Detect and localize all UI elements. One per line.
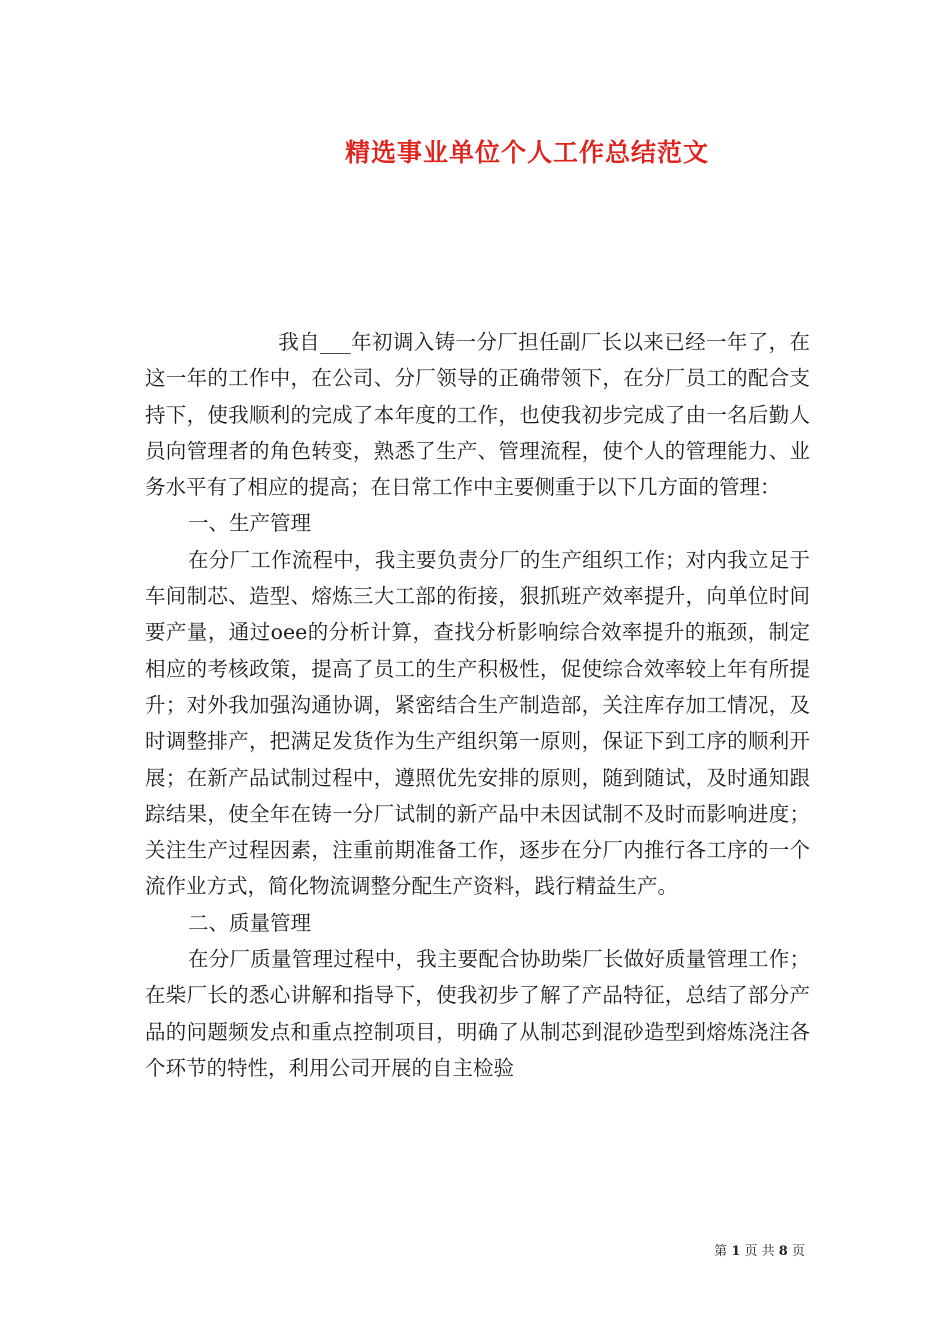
production-paragraph: 在分厂工作流程中，我主要负责分厂的生产组织工作；对内我立足于车间制芯、造型、熔炼三大工部的衔接，狠抓班产效率提升，向单位时间要产量，通过oee的分析计算，查找分析影响综合效率提升的瓶颈，制定相应的考核政策，提高了员工的生产积极性，促使综合效率较上年有所提升；对外我加强沟通协调，紧密结合生产制造部，关注库存加工情况，及时调整排产，把满足发货作为生产组织第一原则，保证下到工序的顺利开展；在新产品试制过程中，遵照优先安排的原则，随到随试，及时通知跟踪结果，使全年在铸一分厂试制的新产品中未因试制不及时而影响进度；关注生产过程因素，注重前期准备工作，逐步在分厂内推行各工序的一个流作业方式，简化物流调整分配生产资料，践行精益生产。	[145, 547, 810, 899]
footer-suffix: 页	[791, 1244, 805, 1259]
footer-middle: 页 共	[744, 1244, 775, 1259]
quality-paragraph: 在分厂质量管理过程中，我主要配合协助柴厂长做好质量管理工作；在柴厂长的悉心讲解和指导下，使我初步了解了产品特征，总结了部分产品的问题频发点和重点控制项目，明确了从制芯到混砂造型到熔炼浇注各个环节的特性，利用公司开展的自主检验	[145, 947, 810, 1080]
footer-current-page: 1	[731, 1244, 741, 1259]
section-heading-production: 一、生产管理	[188, 511, 312, 536]
footer-prefix: 第	[714, 1244, 728, 1259]
document-body	[145, 324, 810, 1086]
footer-total-pages: 8	[778, 1244, 788, 1259]
page-number-footer	[714, 1240, 805, 1259]
intro-paragraph: 我自___年初调入铸一分厂担任副厂长以来已经一年了，在这一年的工作中，在公司、分厂领导的正确带领下，在分厂员工的配合支持下，使我顺利的完成了本年度的工作，也使我初步完成了由一名后勤人员向管理者的角色转变，熟悉了生产、管理流程，使个人的管理能力、业务水平有了相应的提高；在日常工作中主要侧重于以下几方面的管理：	[145, 330, 810, 500]
section-heading-quality: 二、质量管理	[188, 910, 312, 935]
document-title: 精选事业单位个人工作总结范文	[344, 138, 709, 167]
